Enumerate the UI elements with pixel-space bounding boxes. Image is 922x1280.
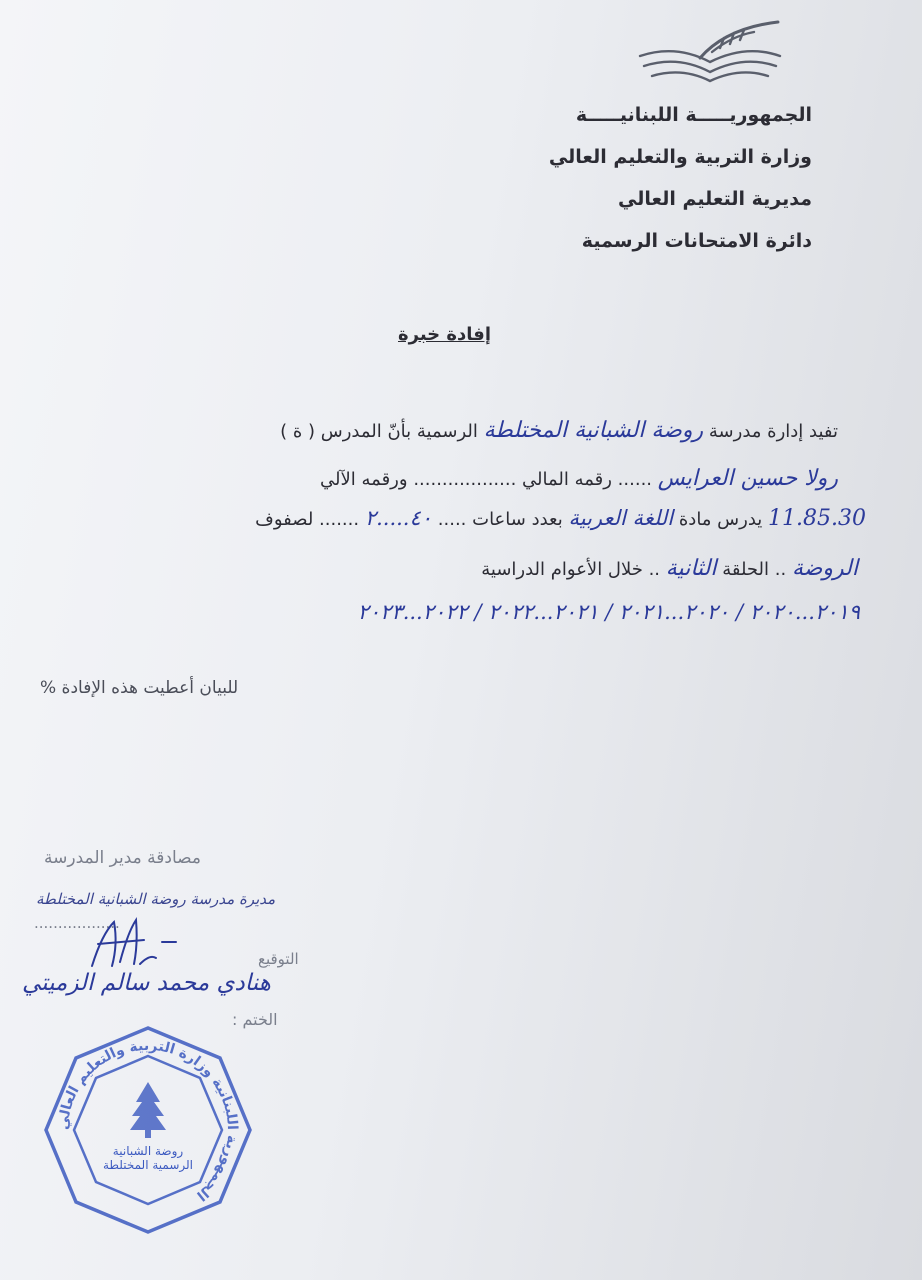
header-republic: الجمهوريـــــة اللبنانيـــــة xyxy=(575,104,812,126)
line-subject xyxy=(255,506,866,531)
signature-dots: .................. xyxy=(34,914,120,932)
ministry-logo-icon xyxy=(628,18,793,98)
stamp-octagon-icon xyxy=(40,1022,256,1238)
subject-hand: اللغة العربية xyxy=(568,506,674,530)
stamp-inner-text: روضة الشبانية الرسمية المختلطة xyxy=(102,1144,194,1172)
teaches-subject-text: يدرس مادة xyxy=(678,509,763,530)
financial-number-label: ...... رقمه المالي .................. xyxy=(413,469,653,490)
computer-number-label: ورقمه الآلي xyxy=(320,469,408,490)
official-teacher-text: الرسمية بأنّ المدرس ( ة ) xyxy=(280,421,478,442)
stamp-label: الختم : xyxy=(232,1010,278,1029)
hours-label: بعدد ساعات ..... xyxy=(437,509,563,530)
cedar-tree-icon xyxy=(130,1082,166,1138)
line-intro xyxy=(280,418,838,443)
teacher-name-hand: رولا حسين العرايس xyxy=(657,466,838,491)
director-name-hand: هنادي محمد سالم الزميتي xyxy=(22,970,271,996)
header-ministry: وزارة التربية والتعليم العالي xyxy=(548,146,812,168)
intro-text: تفيد إدارة مدرسة xyxy=(708,421,838,442)
class-hand: الروضة xyxy=(791,556,858,581)
cycle-label: .. الحلقة xyxy=(722,559,787,580)
line-name xyxy=(320,466,838,491)
stamp-outer-text: الجمهورية اللبنانية وزارة التربية والتعليم العالي xyxy=(55,1037,241,1204)
document-title: إفادة خبرة xyxy=(398,324,491,345)
years-hand: ٢٠١٩...٢٠٢٠ / ٢٠٢٠...٢٠٢١ / ٢٠٢١...٢٠٢٢ / ٢٠٢٢...٢٠٢٣ xyxy=(357,600,860,624)
signature-label: التوقيع xyxy=(258,950,299,968)
years-label: .. خلال الأعوام الدراسية xyxy=(481,559,661,580)
closing-text: للبيان أعطيت هذه الإفادة % xyxy=(40,678,239,698)
school-director-printed: مديرة مدرسة روضة الشبانية المختلطة xyxy=(36,890,276,908)
line-cycle xyxy=(481,556,858,581)
handwritten-signature-icon xyxy=(84,914,184,974)
computer-number-hand: 11.85.30 xyxy=(768,506,866,531)
school-name-hand: روضة الشبانية المختلطة xyxy=(483,418,704,443)
header-department: دائرة الامتحانات الرسمية xyxy=(581,230,812,252)
classes-label: ....... لصفوف xyxy=(255,509,360,530)
hours-hand: ٤٠.....٢ xyxy=(364,506,433,530)
official-stamp xyxy=(40,1022,256,1238)
header-directorate: مديرية التعليم العالي xyxy=(618,188,812,210)
cycle-hand: الثانية xyxy=(665,556,717,581)
approval-label: مصادقة مدير المدرسة xyxy=(44,848,202,868)
